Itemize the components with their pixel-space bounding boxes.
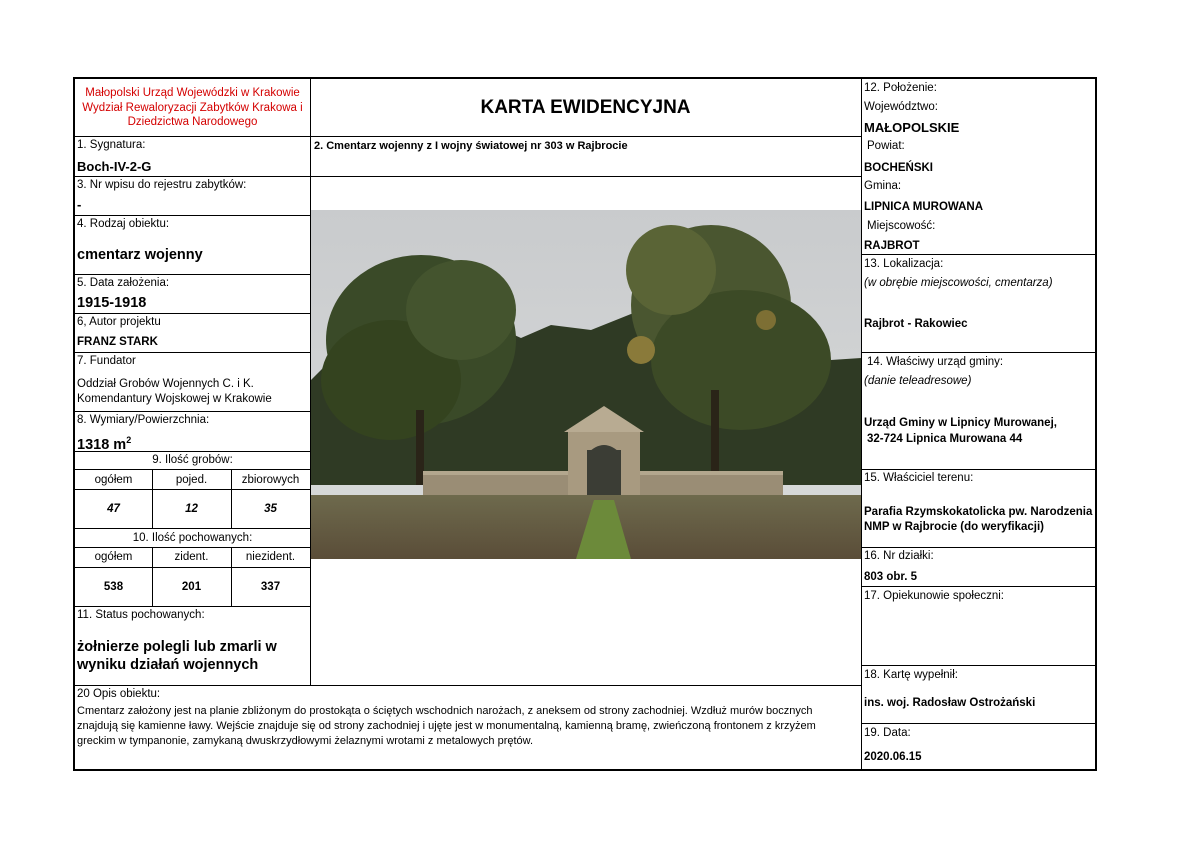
divider [75,469,310,470]
institution-line: Małopolski Urząd Wojewódzki w Krakowie [85,87,300,99]
sygnatura-label: 1. Sygnatura: [77,139,146,151]
fundator-line: Oddział Grobów Wojennych C. i K. [77,378,254,390]
polozenie-label: 12. Położenie: [864,82,937,94]
divider [861,254,1097,255]
pochowani-header-identified: zident. [174,551,209,563]
wypelnil-label: 18. Kartę wypełnił: [864,669,958,681]
institution-line: Dziedzictwa Narodowego [127,116,258,128]
institution-name [75,86,310,130]
data-wypelnienia-label: 19. Data: [864,727,911,739]
data-value: 1915-1918 [77,295,147,311]
divider [861,547,1097,548]
divider [861,586,1097,587]
opis-line: Cmentarz założony jest na planie zbliżonym do prostokąta o ściętych wschodnich narożach, z aneksem od strony zachodniej. Wzdłuż murów bocznych [77,705,813,717]
wypelnil-value: ins. woj. Radosław Ostrożański [864,697,1036,709]
pochowani-label: 10. Ilość pochowanych: [132,532,253,544]
tree-trunk [711,390,719,485]
divider [75,313,310,314]
divider [75,489,310,490]
urzad-hint: (danie teleadresowe) [864,375,972,387]
divider [310,136,861,137]
opis-line: znajdują się kamienne ławy. Wejście znajduje się od strony zachodniej i ujęte jest w monumentalną, kamienną bramę, zwieńczoną frontonem z krzyżem [77,720,816,732]
status-line: żołnierze polegli lub zmarli w [77,639,277,655]
divider [75,567,310,568]
divider [75,176,310,177]
rejestr-value: - [77,197,82,212]
divider [861,723,1097,724]
miejscowosc-value: RAJBROT [864,240,920,252]
groby-header-single: pojed. [175,474,208,486]
groby-value-total: 47 [107,503,120,515]
groby-value-single: 12 [185,503,198,515]
divider [75,528,310,529]
rodzaj-value: cmentarz wojenny [77,247,203,263]
fundator-line: Komendantury Wojskowej w Krakowie [77,393,272,405]
pochowani-header-unidentified: niezident. [245,551,296,563]
wojewodztwo-label: Województwo: [864,101,938,113]
pochowani-value-total: 538 [103,581,124,593]
divider [75,136,310,137]
divider-right-column [861,79,862,771]
divider [75,685,861,686]
cemetery-photo [311,210,861,559]
miejscowosc-label: Miejscowość: [867,220,936,232]
gmina-label: Gmina: [864,180,902,192]
opis-label: 20 Opis obiektu: [77,688,161,700]
divider [75,352,310,353]
institution-line: Wydział Rewaloryzacji Zabytków Krakowa i [82,101,303,114]
autor-label: 6, Autor projektu [77,316,161,328]
divider [861,665,1097,666]
pochowani-header-total: ogółem [94,551,133,563]
divider [75,606,310,607]
dzialka-value: 803 obr. 5 [864,571,918,583]
groby-value-collective: 35 [264,503,277,515]
powiat-value: BOCHEŃSKI [864,162,934,174]
pochowani-value-identified: 201 [181,581,202,593]
object-title: 2. Cmentarz wojenny z I wojny światowej nr 303 w Rajbrocie [314,140,628,152]
autumn-leaves [627,336,655,364]
rodzaj-label: 4. Rodzaj obiektu: [77,218,170,230]
photo-illustration [311,210,861,559]
urzad-label: 14. Właściwy urząd gminy: [867,356,1004,368]
tree-left [406,260,516,360]
page-title: KARTA EWIDENCYJNA [480,97,691,118]
sygnatura-value: Boch-IV-2-G [77,159,152,174]
tree-right [626,225,716,315]
powiat-label: Powiat: [867,140,905,152]
groby-header-total: ogółem [94,474,133,486]
divider [75,215,310,216]
divider [861,469,1097,470]
gate-opening [587,450,621,500]
data-label: 5. Data założenia: [77,277,170,289]
pochowani-value-unidentified: 337 [260,581,281,593]
lokalizacja-value: Rajbrot - Rakowiec [864,318,968,330]
wymiary-label: 8. Wymiary/Powierzchnia: [77,414,210,426]
divider [310,176,861,177]
dzialka-label: 16. Nr działki: [864,550,934,562]
status-line: wyniku działań wojennych [77,657,259,673]
rejestr-label: 3. Nr wpisu do rejestru zabytków: [77,179,247,191]
data-wypelnienia-value: 2020.06.15 [864,751,922,763]
groby-header-collective: zbiorowych [241,474,300,486]
wlasciciel-line: Parafia Rzymskokatolicka pw. Narodzenia [864,506,1093,518]
wymiary-number: 1318 m [77,436,127,453]
lokalizacja-hint: (w obrębie miejscowości, cmentarza) [864,277,1053,289]
lokalizacja-label: 13. Lokalizacja: [864,258,944,270]
tree-trunk [416,410,424,485]
wlasciciel-line: NMP w Rajbrocie (do weryfikacji) [864,521,1045,533]
autor-value: FRANZ STARK [77,336,158,348]
opiekunowie-label: 17. Opiekunowie społeczni: [864,590,1004,602]
wymiary-value [77,432,131,453]
status-label: 11. Status pochowanych: [77,609,205,621]
urzad-line: 32-724 Lipnica Murowana 44 [867,433,1023,445]
divider [75,547,310,548]
wymiary-unit-exponent: 2 [126,435,132,445]
fundator-label: 7. Fundator [77,355,136,367]
wojewodztwo-value: MAŁOPOLSKIE [864,120,960,135]
autumn-leaves [756,310,776,330]
divider [75,411,310,412]
record-card [73,77,1097,771]
divider [861,352,1097,353]
opis-line: greckim w tympanonie, zamykaną dwuskrzydłowymi żelaznymi wrotami z metalowych prętów. [77,735,534,747]
urzad-line: Urząd Gminy w Lipnicy Murowanej, [864,417,1057,429]
gmina-value: LIPNICA MUROWANA [864,201,984,213]
wlasciciel-label: 15. Właściciel terenu: [864,472,974,484]
groby-label: 9. Ilość grobów: [152,454,233,466]
divider [75,274,310,275]
